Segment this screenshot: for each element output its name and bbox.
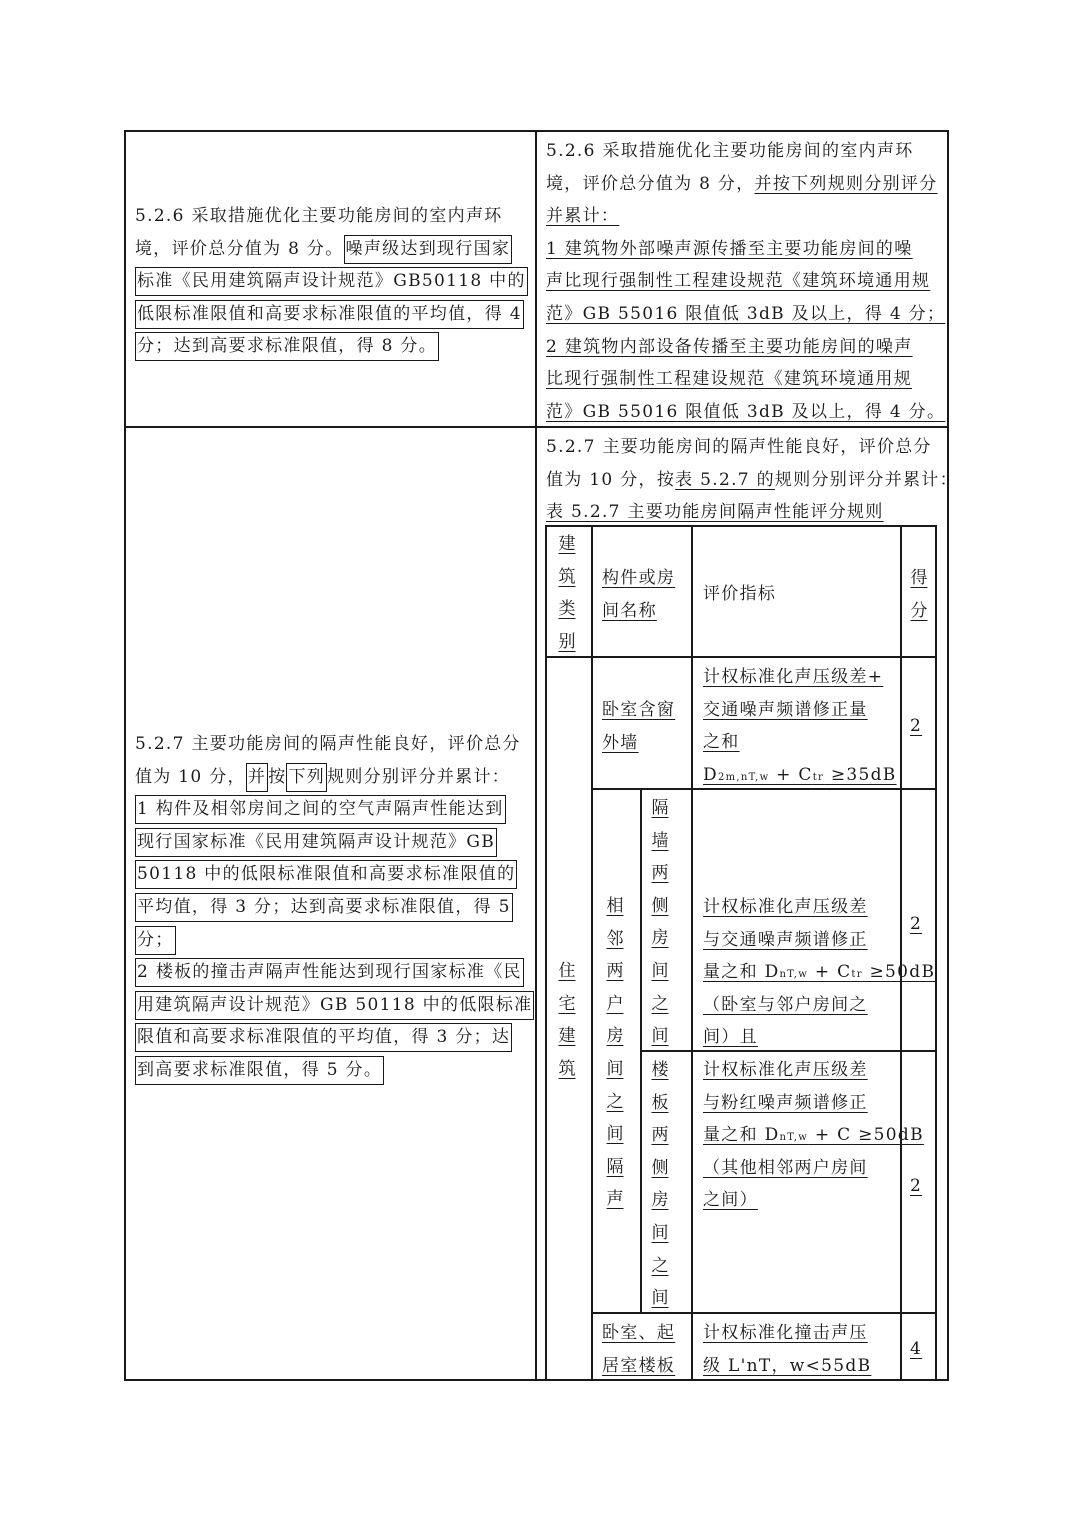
row3-score: 2 (910, 1176, 923, 1196)
left-526-line3: 标准《民用建筑隔声设计规范》GB50118 中的 (135, 265, 525, 298)
right-526-line8: 比现行强制性工程建设规范《建筑环境通用规 (546, 369, 912, 390)
left-527-box5: 分； (135, 924, 525, 957)
row3-formula: 量之和 DnT,w + C ≥50dB (703, 1125, 924, 1146)
right-526-line7: 2 建筑物内部设备传播至主要功能房间的噪声 (546, 336, 913, 357)
left-527-box2: 现行国家标准《民用建筑隔声设计规范》GB (135, 826, 525, 859)
building-type-label: 住宅建筑 (558, 961, 576, 1079)
row2-indicator-1: 计权标准化声压级差 (703, 897, 868, 917)
row2-indicator-tail-1: （卧室与邻户房间之 (703, 994, 868, 1015)
row1-indicator-1: 计权标准化声压级差+ (703, 667, 884, 687)
row3-sub-label: 楼板两侧房间之间 (651, 1060, 669, 1309)
row4-indicator-2: 级 L'nT，w<55dB (703, 1355, 872, 1376)
row4-name-2: 居室楼板 (602, 1355, 676, 1376)
table-left-border (124, 130, 126, 1380)
table-top-border (124, 130, 949, 132)
inner-col-4 (900, 525, 902, 1380)
row4-indicator-1: 计权标准化撞击声压 (703, 1323, 868, 1343)
left-526-line1: 5.2.6 采取措施优化主要功能房间的室内声环 (135, 206, 503, 226)
header-building-type: 建筑类别 (558, 534, 576, 652)
table-right-border (947, 130, 949, 1380)
right-527-line1: 5.2.7 主要功能房间的隔声性能良好，评价总分 (546, 437, 932, 457)
row2-formula: 量之和 DnT,w + Ctr ≥50dB (703, 962, 936, 983)
right-526-line6: 范》GB 55016 限值低 3dB 及以上，得 4 分； (546, 304, 946, 324)
row4-name-1: 卧室、起 (602, 1323, 676, 1343)
header-component-2: 间名称 (602, 600, 657, 621)
right-527-table-title: 表 5.2.7 主要功能房间隔声性能评分规则 (546, 502, 884, 523)
left-526-line4: 低限标准限值和高要求标准限值的平均值，得 4 (135, 298, 525, 331)
row1-formula: D2m,nT,w + Ctr ≥35dB (703, 764, 897, 785)
group-label-adjacent: 相邻两户房间之间隔声 (606, 896, 624, 1210)
left-527-box6: 2 楼板的撞击声隔声性能达到现行国家标准《民 (135, 956, 525, 989)
header-component-1: 构件或房 (602, 568, 676, 588)
row2-indicator-tail-2: 间）且 (703, 1027, 758, 1048)
row2-score: 2 (910, 914, 923, 934)
left-526-line5: 分；达到高要求标准限值，得 8 分。 (135, 330, 525, 363)
right-527-line2: 值为 10 分，按表 5.2.7 的规则分别评分并累计： (546, 469, 958, 490)
left-527-line2: 值为 10 分， 并 按 下列 规则分别评分并累计： (135, 761, 525, 794)
row1-score: 2 (910, 716, 923, 736)
inner-col-3 (691, 525, 693, 1380)
left-527-box9: 到高要求标准限值，得 5 分。 (135, 1054, 525, 1087)
header-score: 得分 (910, 568, 928, 621)
header-indicator: 评价指标 (703, 584, 777, 604)
left-527-box1: 1 构件及相邻房间之间的空气声隔声性能达到 (135, 793, 525, 826)
row2-indicator-2: 与交通噪声频谱修正 (703, 929, 868, 950)
left-527-box8: 限值和高要求标准限值的平均值，得 3 分；达 (135, 1021, 525, 1054)
inner-col-1 (591, 525, 593, 1380)
row4-score: 4 (910, 1339, 923, 1359)
right-526-line5: 声比现行强制性工程建设规范《建筑环境通用规 (546, 271, 931, 292)
left-526-line2: 境，评价总分值为 8 分。 噪声级达到现行国家 (135, 233, 525, 266)
table-column-divider (535, 130, 537, 1380)
right-526-line4: 1 建筑物外部噪声源传播至主要功能房间的噪 (546, 238, 913, 259)
row3-indicator-2: 与粉红噪声频谱修正 (703, 1092, 868, 1113)
inner-row3-divider (591, 1312, 937, 1314)
inner-table-right (935, 525, 937, 1380)
row1-indicator-3: 之和 (703, 732, 740, 753)
inner-table-top (545, 525, 937, 527)
right-526-line3: 并累计： (546, 206, 620, 227)
left-527-line1: 5.2.7 主要功能房间的隔声性能良好，评价总分 (135, 734, 521, 754)
inner-row2-divider (640, 1050, 937, 1052)
row3-indicator-1: 计权标准化声压级差 (703, 1060, 868, 1080)
right-526-line2: 境，评价总分值为 8 分，并按下列规则分别评分 (546, 173, 938, 194)
left-527-box3: 50118 中的低限标准限值和高要求标准限值的 (135, 858, 525, 891)
row1-name-2: 外墙 (602, 732, 639, 753)
inner-table-left (545, 525, 547, 1380)
left-526-highlight-1: 噪声级达到现行国家 (344, 235, 513, 264)
row1-name-1: 卧室含窗 (602, 700, 676, 720)
row3-indicator-tail-1: （其他相邻两户房间 (703, 1157, 868, 1178)
right-526-line1: 5.2.6 采取措施优化主要功能房间的室内声环 (546, 141, 914, 161)
inner-header-divider (545, 656, 937, 658)
left-527-box7: 用建筑隔声设计规范》GB 50118 中的低限标准 (135, 989, 525, 1022)
row3-indicator-tail-2: 之间） (703, 1190, 758, 1211)
row1-indicator-2: 交通噪声频谱修正量 (703, 699, 868, 720)
left-527-box4: 平均值，得 3 分；达到高要求标准限值，得 5 (135, 891, 525, 924)
row2-sub-label: 隔墙两侧房间之间 (651, 798, 669, 1047)
right-526-line9: 范》GB 55016 限值低 3dB 及以上，得 4 分。 (546, 401, 946, 422)
